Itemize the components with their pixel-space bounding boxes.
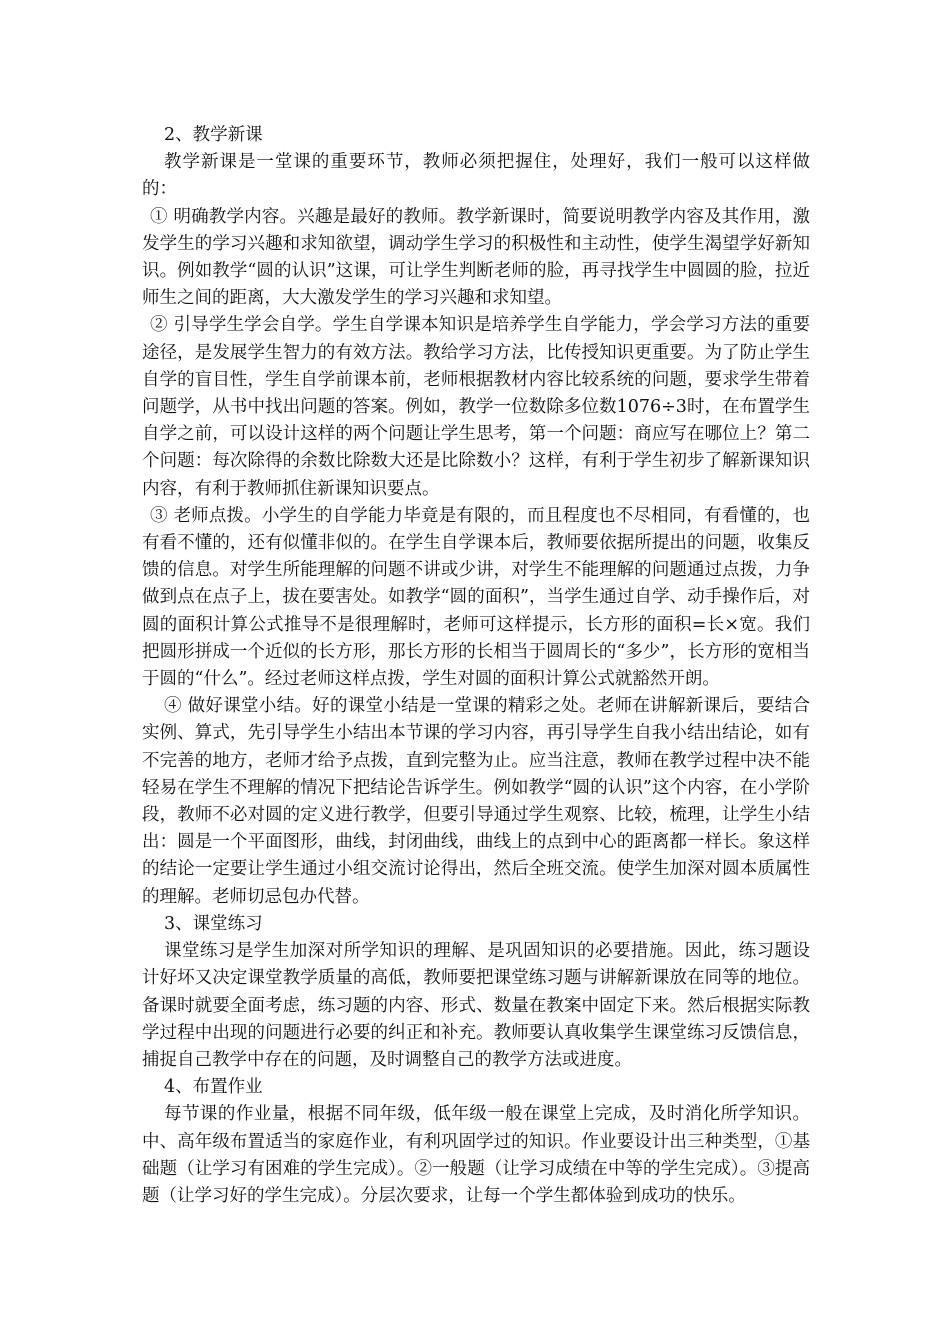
section-heading-homework: 4、布置作业 (164, 1077, 263, 1098)
section-heading-teaching-new-lesson: 2、教学新课 (164, 125, 263, 145)
section-heading-classroom-practice: 3、课堂练习 (164, 913, 263, 934)
list-item-lesson-summary: ④ 做好课堂小结。好的课堂小结是一堂课的精彩之处。老师在讲解新课后，要结合实例、算式，先引导学生小结出本节课的学习内容，再引导学生自我小结出结论，如有不完善的地方，老师才给予点拨，直到完整为止。应当注意，教师在教学过程中决不能轻易在学生不理解的情况下把结论告诉学生。例如教学“圆的认识”这个内容，在小学阶段，教师不必对圆的定义进行教学，但要引导通过学生观察、比较，梳理，让学生小结出：圆是一个平面图形，曲线，封闭曲线，曲线上的点到中心的距离都一样长。象这样的结论一定要让学生通过小组交流讨论得出，然后全班交流。使学生加深对圆本质属性的理解。老师切忌包办代替。 (142, 696, 810, 907)
section-body-homework: 每节课的作业量，根据不同年级，低年级一般在课堂上完成，及时消化所学知识。中、高年级布置适当的家庭作业，有利巩固学过的知识。作业要设计出三种类型，①基础题（让学习有困难的学生完成）。②一般题（让学习成绩在中等的学生完成）。③提高题（让学习好的学生完成）。分层次要求，让每一个学生都体验到成功的快乐。 (142, 1104, 810, 1206)
document-body (142, 122, 810, 1210)
section-intro-teaching-new-lesson: 教学新课是一堂课的重要环节，教师必须把握住，处理好，我们一般可以这样做的： (142, 152, 810, 200)
section-body-classroom-practice: 课堂练习是学生加深对所学知识的理解、是巩固知识的必要措施。因此，练习题设计好坏又决定课堂教学质量的高低，教师要把课堂练习题与讲解新课放在同等的地位。备课时就要全面考虑，练习题的内容、形式、数量在教案中固定下来。然后根据实际教学过程中出现的问题进行必要的纠正和补充。教师要认真收集学生课堂练习反馈信息，捕捉自己教学中存在的问题，及时调整自己的教学方法或进度。 (142, 941, 810, 1070)
list-item-teacher-guidance: ③ 老师点拨。小学生的自学能力毕竟是有限的，而且程度也不尽相同，有看懂的，也有看不懂的，还有似懂非似的。在学生自学课本后，教师要依据所提出的问题，收集反馈的信息。对学生所能理解的问题不讲或少讲，对学生不能理解的问题通过点拨，力争做到点在点子上，拔在要害处。如教学“圆的面积”，当学生通过自学、动手操作后，对圆的面积计算公式推导不是很理解时，老师可这样提示，长方形的面积=长×宽。我们把圆形拼成一个近似的长方形，那长方形的长相当于圆周长的“多少”，长方形的宽相当于圆的“什么”。经过老师这样点拨，学生对圆的面积计算公式就豁然开朗。 (142, 505, 810, 690)
list-item-clarify-content: ① 明确教学内容。兴趣是最好的教师。教学新课时，简要说明教学内容及其作用，激发学生的学习兴趣和求知欲望，调动学生学习的积极性和主动性，使学生渴望学好新知识。例如教学“圆的认识”这课，可让学生判断老师的脸，再寻找学生中圆圆的脸，拉近师生之间的距离，大大激发学生的学习兴趣和求知望。 (142, 206, 810, 309)
list-item-guide-self-study: ② 引导学生学会自学。学生自学课本知识是培养学生自学能力，学会学习方法的重要途径，是发展学生智力的有效方法。教给学习方法，比传授知识更重要。为了防止学生自学的盲目性，学生自学前课本前，老师根据教材内容比较系统的问题，要求学生带着问题学，从书中找出问题的答案。例如，教学一位数除多位数1076÷3时，在布置学生自学之前，可以设计这样的两个问题让学生思考，第一个问题：商应写在哪位上？第二个问题：每次除得的余数比除数大还是比除数小？这样，有利于学生初步了解新课知识内容，有利于教师抓住新课知识要点。 (142, 315, 810, 499)
